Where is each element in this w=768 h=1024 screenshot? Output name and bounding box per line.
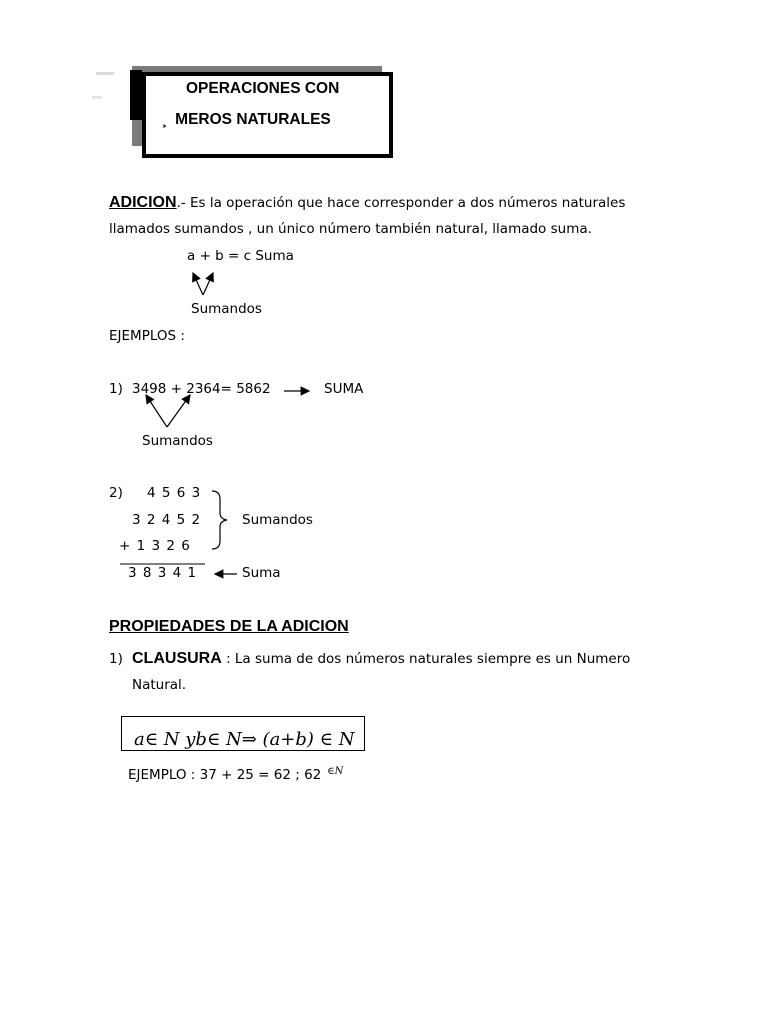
adicion-definition-line-2: llamados sumandos , un único número también natural, llamado suma.	[109, 221, 592, 237]
clausura-text: : La suma de dos números naturales siempre es un Numero	[221, 651, 631, 667]
example-2-brace	[212, 491, 227, 549]
example-2-row-2: 3 2 4 5 2	[132, 512, 202, 528]
clausura-line-2: Natural.	[132, 677, 187, 693]
example-2-row-1: 4 5 6 3	[147, 485, 202, 501]
example-2-suma-label: Suma	[242, 565, 281, 581]
examples-heading: EJEMPLOS :	[109, 328, 185, 344]
title-line-2-text: MEROS NATURALES	[175, 111, 331, 128]
clausura-title: CLAUSURA	[132, 650, 222, 667]
formula-sumandos-arrow	[193, 273, 213, 295]
example-2-row-3: + 1 3 2 6	[119, 538, 191, 554]
adicion-definition-text: .- Es la operación que hace corresponder a dos números naturales	[176, 195, 626, 211]
example-1-index: 1)	[109, 381, 123, 397]
title-line-2-prefix: ¸	[162, 111, 168, 128]
adicion-heading: ADICION	[109, 194, 177, 211]
clausura-example-text: EJEMPLO : 37 + 25 = 62 ; 62	[128, 767, 322, 783]
example-1-sumandos-label: Sumandos	[142, 433, 213, 449]
adicion-sumandos-label: Sumandos	[191, 301, 262, 317]
propiedades-heading: PROPIEDADES DE LA ADICION	[109, 618, 349, 635]
example-2-index: 2)	[109, 485, 123, 501]
example-2-result: 3 8 3 4 1	[128, 565, 198, 581]
clausura-index: 1)	[109, 651, 123, 667]
adicion-formula: a + b = c Suma	[187, 248, 294, 264]
clausura-example-suffix: ∈N	[327, 766, 344, 777]
example-1-result-label: SUMA	[324, 381, 364, 397]
example-1-expression: 3498 + 2364= 5862	[132, 381, 271, 397]
title-line-1: OPERACIONES CON	[186, 80, 340, 97]
example-2-sumandos-label: Sumandos	[242, 512, 313, 528]
example-1-sumandos-arrow	[146, 395, 190, 427]
clausura-formula: a∈ N yb∈ N⇒ (a+b) ∈ N	[134, 729, 355, 750]
